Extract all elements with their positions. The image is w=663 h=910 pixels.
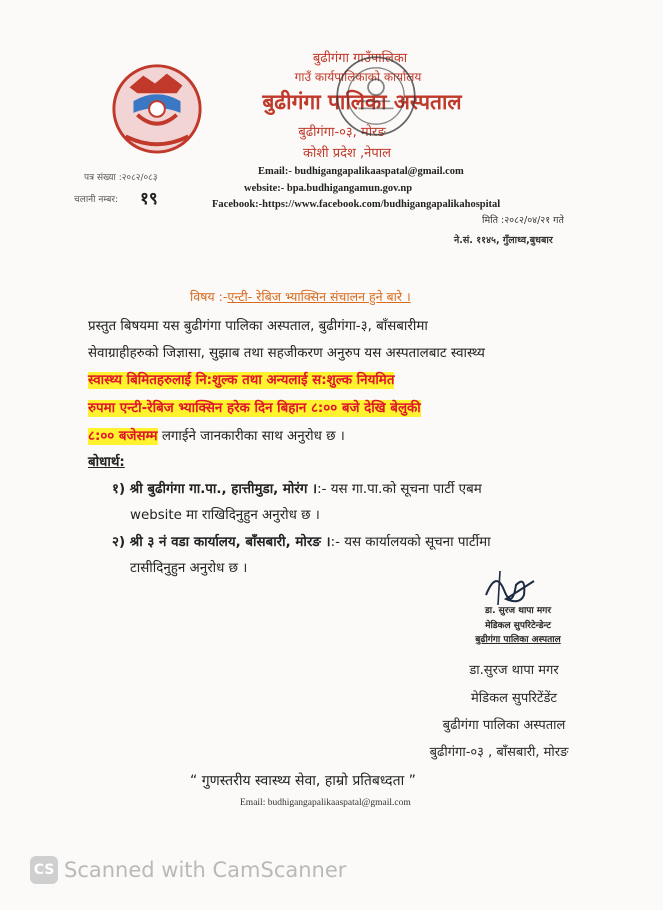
bodhartha-heading: बोधार्थ: bbox=[88, 455, 125, 470]
date-miti: मिति :२०८२/०४/२१ गते bbox=[482, 215, 564, 226]
header-email: Email:- budhigangapalikaaspatal@gmail.com bbox=[258, 166, 464, 177]
bodhartha-item2-cont: टासीदिनुहुन अनुरोध छ । bbox=[130, 561, 248, 576]
signatory-address: बुढीगंगा-०३ , बाँसबारी, मोरङ bbox=[429, 745, 569, 760]
camscanner-icon: CS bbox=[30, 856, 58, 884]
chalani-number: १९ bbox=[140, 189, 158, 209]
footer-email: Email: budhigangapalikaaspatal@gmail.com bbox=[240, 798, 411, 808]
office-stamp bbox=[332, 52, 420, 140]
item1-text: :- यस गा.पा.को सूचना पार्टी एबम bbox=[317, 482, 482, 497]
body-line5 bbox=[88, 426, 345, 444]
item1-bold: १) श्री बुढीगंगा गा.पा., हात्तीमुडा, मोरंग । bbox=[112, 482, 318, 497]
stamp-role: मेडिकल सुपरिटेन्डेन्ट bbox=[485, 621, 551, 631]
header-line2: गाउँ कार्यपालिकाको कार्यालय bbox=[294, 70, 422, 84]
body-line4 bbox=[88, 398, 421, 416]
header-facebook: Facebook:-https://www.facebook.com/budhigangapalikahospital bbox=[212, 199, 501, 210]
header-province: कोशी प्रदेश ,नेपाल bbox=[303, 146, 391, 161]
bodhartha-item2 bbox=[112, 532, 491, 550]
body-line1: प्रस्तुत बिषयमा यस बुढीगंगा पालिका अस्पताल, बुढीगंगा-३, बाँसबारीमा bbox=[88, 319, 428, 334]
header-website: website:- bpa.budhigangamun.gov.np bbox=[244, 183, 413, 194]
camscanner-watermark bbox=[30, 856, 346, 884]
signatory-org: बुढीगंगा पालिका अस्पताल bbox=[442, 718, 566, 733]
date-nepal-sambat: ने.सं. ११४५, गुँलाथ्व,बुधबार bbox=[454, 235, 553, 246]
subject-text: एन्टी- रेबिज भ्याक्सिन संचालन हुने बारे । bbox=[227, 289, 411, 304]
highlight-line1: स्वास्थ्य बिमितहरुलाई नि:शुल्क तथा अन्यलाई स:शुल्क नियमित bbox=[88, 373, 395, 388]
body-line2: सेवाग्राहीहरुको जिज्ञासा, सुझाब तथा सहजीकरण अनुरुप यस अस्पतालबाट स्वास्थ्य bbox=[88, 346, 485, 361]
letter-subject bbox=[190, 288, 411, 305]
item2-text: :- यस कार्यालयको सूचना पार्टीमा bbox=[330, 535, 491, 550]
subject-prefix: विषय :- bbox=[190, 289, 228, 304]
chalani-label: चलानी नम्बर: bbox=[74, 195, 119, 205]
bodhartha-item1-cont: website मा राखिदिनुहुन अनुरोध छ । bbox=[130, 508, 320, 523]
stamp-org: बुढीगंगा पालिका अस्पताल bbox=[475, 635, 561, 645]
header-address: बुढीगंगा-०३, मोरङ bbox=[298, 125, 386, 140]
highlight-line3: ८:०० बजेसम्म bbox=[88, 429, 158, 444]
camscanner-text: Scanned with CamScanner bbox=[64, 858, 347, 882]
signatory-name: डा.सुरज थापा मगर bbox=[469, 663, 559, 678]
bodhartha-item1 bbox=[112, 479, 482, 497]
item2-bold: २) श्री ३ नं वडा कार्यालय, बाँसबारी, मोरङ । bbox=[112, 535, 331, 550]
body-line3 bbox=[88, 370, 394, 388]
highlight-line2: रुपमा एन्टी-रेबिज भ्याक्सिन हरेक दिन बिहान ८:०० बजे देखि बेलुकी bbox=[88, 401, 421, 416]
footer-motto: “ गुणस्तरीय स्वास्थ्य सेवा, हाम्रो प्रतिबध्दता ” bbox=[190, 773, 416, 789]
reference-number: पत्र संख्या :२०८२/०८३ bbox=[84, 173, 158, 183]
header-line1: बुढीगंगा गाउँपालिका bbox=[312, 51, 408, 66]
signatory-role: मेडिकल सुपरिटेंडेंट bbox=[471, 691, 557, 706]
body-tail: लगाईने जानकारीका साथ अनुरोध छ । bbox=[157, 429, 345, 444]
stamp-name: डा. सुरज थापा मगर bbox=[484, 606, 552, 616]
nepal-emblem-logo bbox=[108, 58, 206, 156]
hospital-title: बुढीगंगा पालिका अस्पताल bbox=[262, 90, 462, 114]
